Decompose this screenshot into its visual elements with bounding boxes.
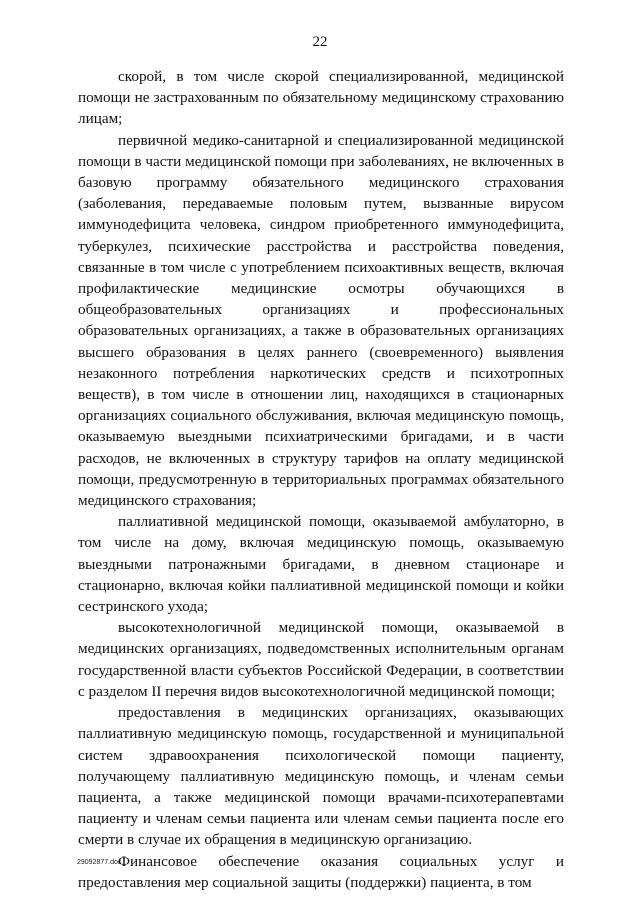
paragraph-financial-support: Финансовое обеспечение оказания социальных услуг и предоставления мер социальной защиты (поддержки) пациента, в том	[78, 852, 564, 891]
paragraph-primary-care: первичной медико-санитарной и специализированной медицинской помощи в части медицинской помощи при заболеваниях, не включенных в базовую программу обязательного медицинского страхования (заболевания, передаваемые половым путем, вызванные вирусом иммунодефицита человека, синдром приобретенного иммунодефицита, туберкулез, психические расстройства и расстройства поведения, связанные в том числе с употреблением психоактивных веществ, включая профилактические медицинские осмотры обучающихся в общеобразовательных организациях и профессиональных образовательных организациях, а также в образовательных организациях высшего образования в целях раннего (своевременного) выявления незаконного потребления наркотических средств и психотропных веществ), в том числе в отношении лиц, находящихся в стационарных организациях социального обслуживания, включая медицинскую помощь, оказываемую выездными психиатрическими бригадами, и в части расходов, не включенных в структуру тарифов на оплату медицинской помощи, предусмотренную в территориальных программах обязательного медицинского страхования;	[78, 131, 564, 510]
document-body	[78, 66, 564, 893]
page-number: 22	[312, 34, 328, 50]
paragraph-palliative-care: паллиативной медицинской помощи, оказываемой амбулаторно, в том числе на дому, включая медицинскую помощь, оказываемую выездными патронажными бригадами, в дневном стационаре и стационарно, включая койки паллиативной медицинской помощи и койки сестринского ухода;	[78, 513, 564, 616]
paragraph-emergency-care: скорой, в том числе скорой специализированной, медицинской помощи не застрахованным по обязательному медицинскому страхованию лицам;	[78, 68, 564, 128]
paragraph-psychological-help: предоставления в медицинских организациях, оказывающих паллиативную медицинскую помощь, государственной и муниципальной систем здравоохранения психологической помощи пациенту, получающему паллиативную медицинскую помощь, и членам семьи пациента, а также медицинской помощи врачами-психотерапевтами пациенту и членам семьи пациента или членам семьи пациента после его смерти в случае их обращения в медицинскую организацию.	[78, 704, 564, 849]
paragraph-high-tech-care: высокотехнологичной медицинской помощи, оказываемой в медицинских организациях, подведомственных исполнительным органам государственной власти субъектов Российской Федерации, в соответствии с разделом II перечня видов высокотехнологичной медицинской помощи;	[78, 619, 564, 700]
footer-filename: 29092877.doc	[77, 859, 122, 866]
